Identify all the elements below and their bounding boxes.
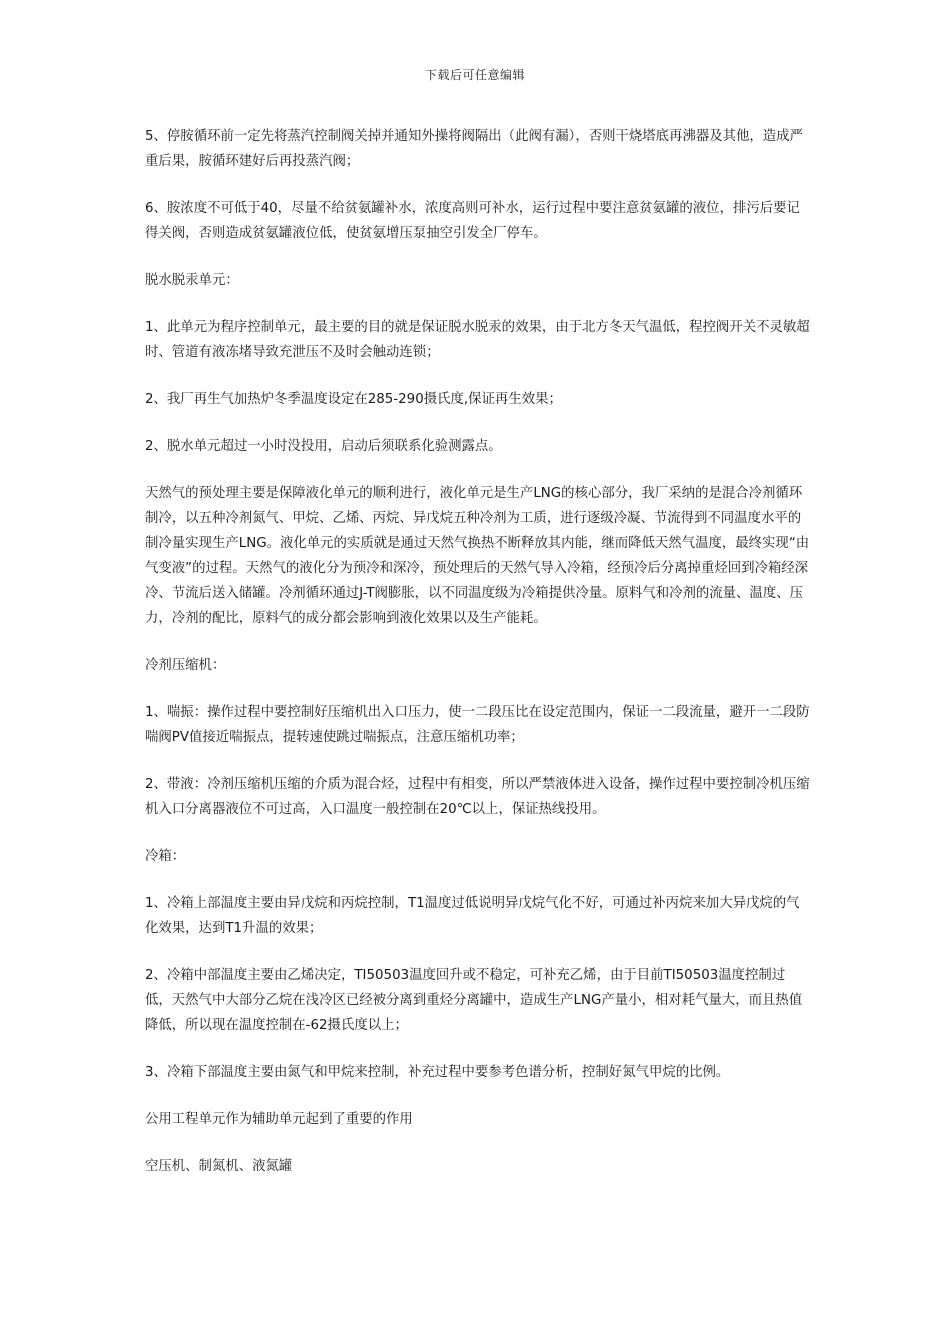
paragraph-cold-box-3: 3、冷箱下部温度主要由氮气和甲烷来控制，补充过程中要参考色谱分析，控制好氮气甲烷的比例。 — [145, 1065, 730, 1080]
paragraph-utilities-equipment: 空压机、制氮机、液氮罐 — [145, 1159, 293, 1174]
section-heading-compressor: 冷剂压缩机： — [145, 658, 226, 673]
paragraph-dehydration-1: 1、此单元为程序控制单元，最主要的目的就是保证脱水脱汞的效果，由于北方冬天气温低，程控阀开关不灵敏超时、管道有液冻堵导致充泄压不及时会触动连锁； — [145, 320, 810, 360]
paragraph-cold-box-1: 1、冷箱上部温度主要由异戊烷和丙烷控制，T1温度过低说明异戊烷气化不好，可通过补丙烷来加大异戊烷的气化效果，达到T1升温的效果； — [145, 896, 800, 936]
document-body — [145, 124, 810, 1201]
paragraph-dehydration-3: 2、脱水单元超过一小时没投用，启动后须联系化验测露点。 — [145, 439, 502, 454]
paragraph-cold-box-2: 2、冷箱中部温度主要由乙烯决定，TI50503温度回升或不稳定，可补充乙烯，由于目前TI50503温度控制过低，天然气中大部分乙烷在浅冷区已经被分离到重烃分离罐中，造成生产LNG产量小，相对耗气量大，而且热值降低，所以现在温度控制在-62摄氏度以上； — [145, 968, 803, 1033]
paragraph-amine-step-6: 6、胺浓度不可低于40，尽量不给贫氨罐补水，浓度高则可补水，运行过程中要注意贫氨罐的液位，排污后要记得关阀，否则造成贫氨罐液位低，使贫氨增压泵抽空引发全厂停车。 — [145, 201, 800, 241]
paragraph-compressor-2: 2、带液：冷剂压缩机压缩的介质为混合烃，过程中有相变，所以严禁液体进入设备，操作过程中要控制冷机压缩机入口分离器液位不可过高，入口温度一般控制在20℃以上，保证热线投用。 — [145, 777, 810, 817]
paragraph-compressor-1: 1、喘振：操作过程中要控制好压缩机出入口压力，使一二段压比在设定范围内，保证一二段流量，避开一二段防喘阀PV值接近喘振点，提转速使跳过喘振点，注意压缩机功率； — [145, 705, 810, 745]
section-heading-cold-box: 冷箱： — [145, 849, 186, 864]
paragraph-utilities: 公用工程单元作为辅助单元起到了重要的作用 — [145, 1112, 413, 1127]
page-header-note: 下载后可任意编辑 — [424, 68, 525, 82]
paragraph-amine-step-5: 5、停胺循环前一定先将蒸汽控制阀关掉并通知外操将阀隔出（此阀有漏），否则干烧塔底再沸器及其他，造成严重后果，胺循环建好后再投蒸汽阀； — [145, 129, 803, 169]
section-heading-dehydration: 脱水脱汞单元： — [145, 273, 239, 288]
paragraph-dehydration-2: 2、我厂再生气加热炉冬季温度设定在285-290摄氏度,保证再生效果； — [145, 392, 562, 407]
paragraph-liquefaction-overview: 天然气的预处理主要是保障液化单元的顺利进行，液化单元是生产LNG的核心部分，我厂采纳的是混合冷剂循环制冷，以五种冷剂氮气、甲烷、乙烯、丙烷、异戊烷五种冷剂为工质，进行逐级冷凝、节流得到不同温度水平的制冷量实现生产LNG。液化单元的实质就是通过天然气换热不断释放其内能，继而降低天然气温度，最终实现“由气变液”的过程。天然气的液化分为预冷和深冷，预处理后的天然气导入冷箱，经预冷后分离掉重烃回到冷箱经深冷、节流后送入储罐。冷剂循环通过J-T阀膨胀，以不同温度级为冷箱提供冷量。原料气和冷剂的流量、温度、压力，冷剂的配比，原料气的成分都会影响到液化效果以及生产能耗。 — [145, 486, 810, 626]
